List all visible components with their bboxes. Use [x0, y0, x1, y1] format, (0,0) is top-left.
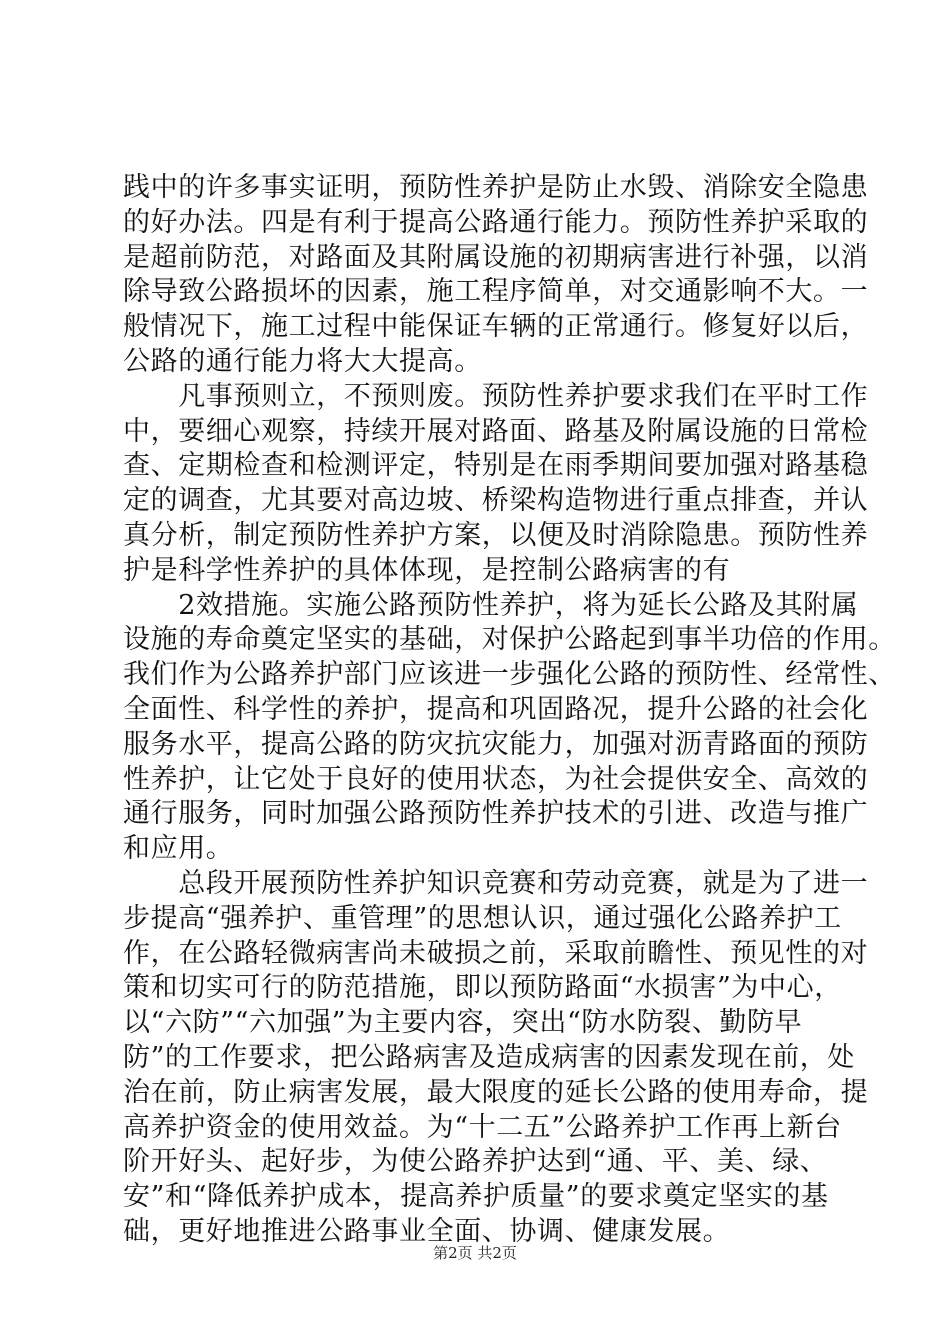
text-line: 总段开展预防性养护知识竞赛和劳动竞赛，就是为了进一	[123, 867, 869, 899]
text-line: 安”和“降低养护成本，提高养护质量”的要求奠定坚实的基	[123, 1181, 829, 1213]
text-line: 般情况下，施工过程中能保证车辆的正常通行。修复好以后，	[123, 311, 869, 343]
text-line: 防”的工作要求，把公路病害及造成病害的因素发现在前，处	[123, 1041, 856, 1073]
text-line: 定的调查，尤其要对高边坡、桥梁构造物进行重点排查，并认	[123, 485, 869, 517]
text-line: 凡事预则立，不预则废。预防性养护要求我们在平时工作	[123, 380, 869, 412]
text-line: 策和切实可行的防范措施，即以预防路面“水损害”为中心，	[123, 972, 842, 1004]
text-line: 础，更好地推进公路事业全面、协调、健康发展。	[123, 1215, 731, 1247]
text-line: 高养护资金的使用效益。为“十二五”公路养护工作再上新台	[123, 1111, 842, 1143]
text-line: 以“六防”“六加强”为主要内容，突出“防水防裂、勤防早	[123, 1007, 803, 1039]
text-line: 阶开好头、起好步，为使公路养护达到“通、平、美、绿、	[123, 1146, 828, 1178]
text-line: 性养护，让它处于良好的使用状态，为社会提供安全、高效的	[123, 763, 869, 795]
text-line: 护是科学性养护的具体体现，是控制公路病害的有	[123, 554, 731, 586]
text-line: 2效措施。实施公路预防性养护，将为延长公路及其附属	[123, 589, 859, 621]
text-line: 真分析，制定预防性养护方案，以便及时消除隐患。预防性养	[123, 519, 869, 551]
text-line: 设施的寿命奠定坚实的基础，对保护公路起到事半功倍的作用。	[123, 624, 896, 656]
body-text	[123, 171, 896, 1250]
text-line: 是超前防范，对路面及其附属设施的初期病害进行补强，以消	[123, 241, 869, 273]
text-line: 除导致公路损坏的因素，施工程序简单，对交通影响不大。一	[123, 276, 869, 308]
text-line: 中，要细心观察，持续开展对路面、路基及附属设施的日常检	[123, 415, 869, 447]
text-line: 治在前，防止病害发展，最大限度的延长公路的使用寿命，提	[123, 1076, 869, 1108]
text-line: 公路的通行能力将大大提高。	[123, 345, 482, 377]
page-footer: 第2页 共2页	[433, 1244, 517, 1262]
text-line: 和应用。	[123, 833, 234, 865]
text-line: 的好办法。四是有利于提高公路通行能力。预防性养护采取的	[123, 206, 869, 238]
text-line: 全面性、科学性的养护，提高和巩固路况，提升公路的社会化	[123, 693, 869, 725]
text-line: 通行服务，同时加强公路预防性养护技术的引进、改造与推广	[123, 798, 869, 830]
text-line: 践中的许多事实证明，预防性养护是防止水毁、消除安全隐患	[123, 172, 869, 203]
text-line: 服务水平，提高公路的防灾抗灾能力，加强对沥青路面的预防	[123, 728, 869, 760]
text-line: 我们作为公路养护部门应该进一步强化公路的预防性、经常性、	[123, 659, 896, 691]
text-line: 步提高“强养护、重管理”的思想认识，通过强化公路养护工	[123, 902, 842, 934]
text-line: 作，在公路轻微病害尚未破损之前，采取前瞻性、预见性的对	[123, 937, 869, 969]
text-line: 查、定期检查和检测评定，特别是在雨季期间要加强对路基稳	[123, 450, 869, 482]
